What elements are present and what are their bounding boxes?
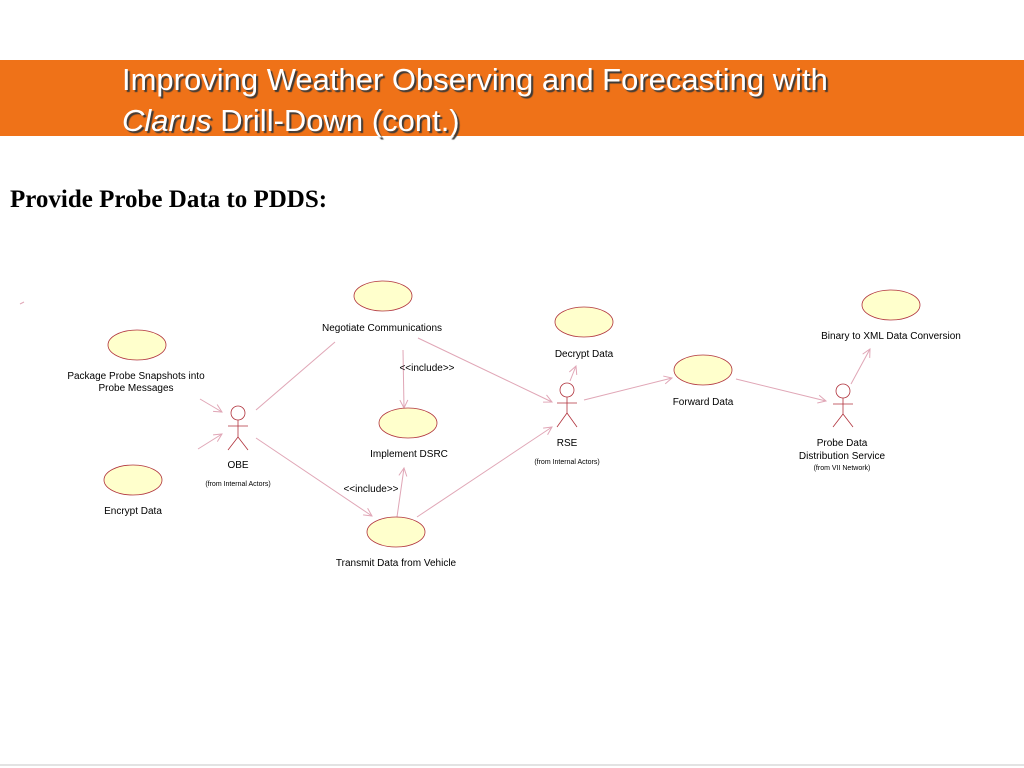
label-pdds-source: (from VII Network) <box>813 465 871 472</box>
use-case-encrypt <box>104 465 162 495</box>
actor-pdds-figure <box>833 384 853 427</box>
connector-rse-decrypt <box>570 366 576 381</box>
label-rse: RSE <box>556 438 578 449</box>
label-package-line2: Probe Messages <box>98 383 174 394</box>
stray-mark <box>20 302 24 304</box>
connector-pdds-binary <box>851 349 870 384</box>
label-obe-source: (from Internal Actors) <box>205 481 271 488</box>
use-case-negotiate <box>354 281 412 311</box>
use-case-transmit <box>367 517 425 547</box>
connector-rse-forward <box>584 378 672 400</box>
label-package-line1: Package Probe Snapshots into <box>67 371 205 382</box>
label-negotiate: Negotiate Communications <box>321 323 443 334</box>
connector-negotiate-include-implement <box>403 350 404 408</box>
label-obe: OBE <box>227 460 249 471</box>
label-include-2: <<include>> <box>343 484 399 495</box>
connector-forward-pdds <box>736 379 826 401</box>
label-decrypt: Decrypt Data <box>554 349 614 360</box>
label-include-1: <<include>> <box>399 363 455 374</box>
label-forward: Forward Data <box>672 397 734 408</box>
label-encrypt: Encrypt Data <box>104 506 162 517</box>
connector-package-to-obe <box>200 399 222 412</box>
use-case-forward <box>674 355 732 385</box>
actor-rse-figure <box>557 383 577 427</box>
use-case-decrypt <box>555 307 613 337</box>
slide-subtitle: Provide Probe Data to PDDS: <box>10 186 328 213</box>
connector-encrypt-to-obe <box>198 434 222 449</box>
connector-obe-negotiate <box>256 342 335 410</box>
label-pdds-line1: Probe Data <box>816 438 868 449</box>
connector-obe-transmit <box>256 438 372 516</box>
footer-divider <box>0 764 1024 766</box>
use-case-binary <box>862 290 920 320</box>
actor-obe-figure <box>228 406 248 450</box>
label-binary: Binary to XML Data Conversion <box>821 331 961 342</box>
slide-title-rest: Drill-Down (cont.) <box>211 103 460 138</box>
use-case-package <box>108 330 166 360</box>
label-pdds-line2: Distribution Service <box>798 451 886 462</box>
label-implement: Implement DSRC <box>370 449 448 460</box>
use-case-implement <box>379 408 437 438</box>
slide-title-line-1: Improving Weather Observing and Forecasting with <box>122 62 828 97</box>
label-rse-source: (from Internal Actors) <box>534 459 600 466</box>
slide-title-italic: Clarus <box>122 103 212 138</box>
label-transmit: Transmit Data from Vehicle <box>335 558 457 569</box>
connector-transmit-rse <box>417 427 552 517</box>
